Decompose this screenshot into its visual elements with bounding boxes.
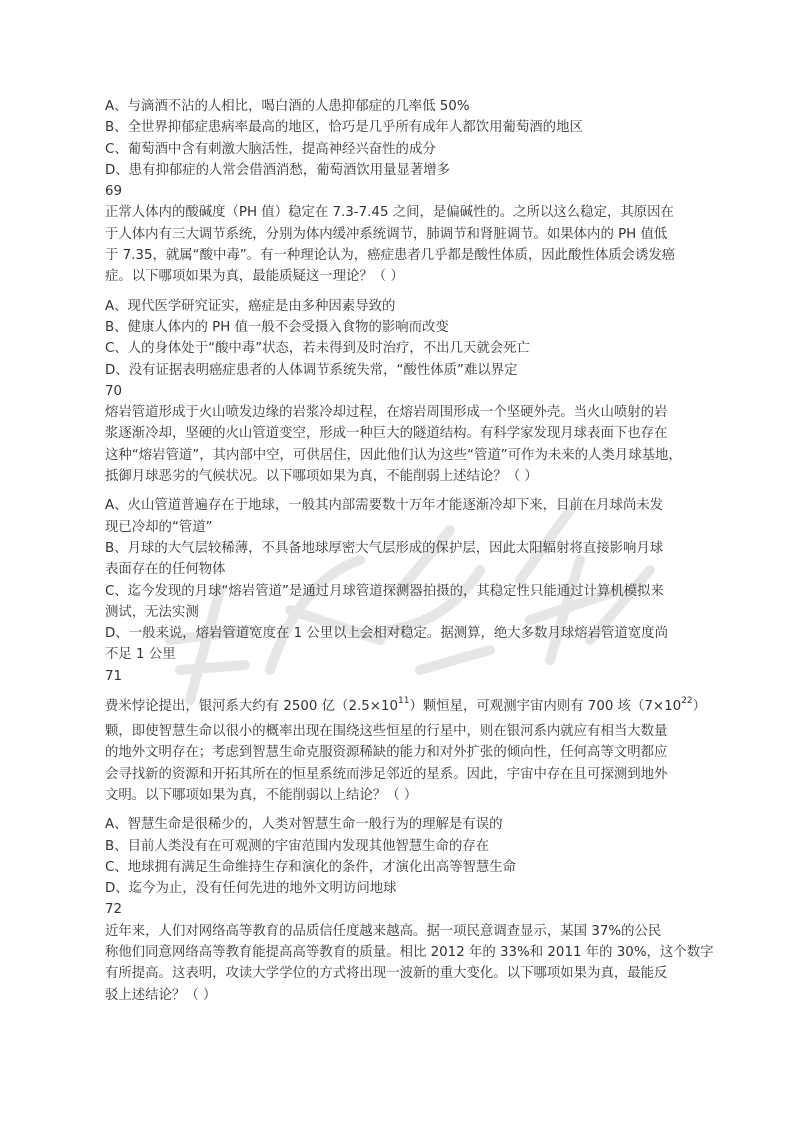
question-options: [105, 296, 695, 381]
exponent: 11: [398, 696, 410, 707]
exponent: 22: [681, 696, 693, 707]
stem-line: 的地外文明存在；考虑到智慧生命克服资源稀缺的能力和对外扩张的倾向性，任何高等文明都应: [105, 745, 668, 761]
question-71: [105, 666, 707, 900]
question-number: 70: [105, 383, 123, 399]
option-b: B、目前人类没有在可观测的宇宙范围内发现其他智慧生命的存在: [105, 838, 490, 854]
stem-line: 于人体内有三大调节系统，分别为体内缓冲系统调节，肺调节和肾脏调节。如果体内的 PH 值低: [105, 226, 668, 242]
question-70: [105, 381, 695, 666]
option-a: A、智慧生命是很稀少的，人类对智慧生命一般行为的理解是有误的: [105, 817, 503, 833]
option-c: C、地球拥有满足生命维持生存和演化的条件，才演化出高等智慧生命: [105, 859, 517, 875]
option-line: D、一般来说，熔岩管道宽度在 1 公里以上会相对稳定。据测算，绝大多数月球熔岩管道宽度尚: [105, 626, 668, 642]
question-72: [105, 899, 714, 1005]
stem-line: 文明。以下哪项如果为真，不能削弱以上结论？（ ）: [105, 787, 418, 803]
option-line: A、火山管道普遍存在于地球，一般其内部需要数十万年才能逐渐冷却下来，目前在月球尚未发: [105, 498, 664, 514]
option-d: D、没有证据表明癌症患者的人体调节系统失常，“酸性体质”难以界定: [105, 362, 518, 378]
option-c: C、葡萄酒中含有刺激大脑活性，提高神经兴奋性的成分: [105, 141, 436, 157]
question-stem: [105, 921, 714, 1006]
option-line: 表面存在的任何物体: [105, 562, 226, 578]
question-stem: [105, 402, 695, 487]
option-line: 不足 1 公里: [105, 647, 176, 663]
stem-line: 正常人体内的酸碱度（PH 值）稳定在 7.3-7.45 之间，是偏碱性的。之所以这么稳定，其原因在: [105, 205, 674, 221]
q68-options: [105, 96, 695, 181]
option-d: [105, 623, 695, 666]
stem-line: 浆逐渐冷却，坚硬的火山管道变空，形成一种巨大的隧道结构。有科学家发现月球表面下也存在: [105, 426, 668, 442]
option-a: [105, 495, 695, 538]
option-a: A、与滴酒不沾的人相比，喝白酒的人患抑郁症的几率低 50%: [105, 99, 470, 114]
stem-text: ）: [692, 699, 707, 715]
option-b: [105, 538, 695, 581]
stem-line: 近年来，人们对网络高等教育的品质信任度越来越高。据一项民意调查显示，某国 37%的公民: [105, 923, 662, 939]
question-stem: [105, 202, 695, 287]
option-line: 现已冷却的“管道”: [105, 519, 213, 535]
option-a: A、现代医学研究证实，癌症是由多种因素导致的: [105, 298, 396, 314]
stem-text: 费米悖论提出，银河系大约有 2500 亿（2.5×10: [105, 699, 399, 715]
stem-line: 熔岩管道形成于火山喷发边缘的岩浆冷却过程，在熔岩周围形成一个坚硬外壳。当火山喷射的岩: [105, 405, 668, 421]
question-number: 69: [105, 184, 123, 200]
option-c: C、人的身体处于“酸中毒”状态，若未得到及时治疗，不出几天就会死亡: [105, 341, 530, 357]
question-number: 72: [105, 902, 123, 918]
option-c: [105, 581, 695, 624]
option-line: C、迄今发现的月球“熔岩管道”是通过月球管道探测器拍摄的，其稳定性只能通过计算机模拟来: [105, 583, 664, 599]
stem-line: 症。以下哪项如果为真，最能质疑这一理论？（ ）: [105, 269, 404, 285]
option-d: D、迄今为止，没有任何先进的地外文明访问地球: [105, 881, 397, 897]
option-d: D、患有抑郁症的人常会借酒消愁，葡萄酒饮用量显著增多: [105, 162, 451, 178]
stem-line: [105, 693, 707, 721]
option-line: 测试，无法实测: [105, 604, 199, 620]
stem-line: 颗，即使智慧生命以很小的概率出现在围绕这些恒星的行星中，则在银河系内就应有相当大数量: [105, 724, 668, 740]
option-line: B、月球的大气层较稀薄，不具备地球厚密大气层形成的保护层，因此太阳辐射将直接影响月球: [105, 540, 664, 556]
document-page: [105, 96, 714, 1006]
stem-line: 这种“熔岩管道”，其内部中空，可供居住，因此他们认为这些“管道”可作为未来的人类月球基地，: [105, 447, 682, 463]
stem-line: 驳上述结论？（ ）: [105, 987, 217, 1003]
stem-line: 称他们同意网络高等教育能提高高等教育的质量。相比 2012 年的 33%和 2011 年的 30%，这个数字: [105, 944, 714, 960]
stem-line: 会寻找新的资源和开拓其所在的恒星系统而涉足邻近的星系。因此，宇宙中存在且可探测到地外: [105, 766, 668, 782]
question-number: 71: [105, 668, 123, 684]
stem-line: 抵御月球恶劣的气候状况。以下哪项如果为真，不能削弱上述结论？（ ）: [105, 469, 538, 485]
question-options: [105, 814, 695, 899]
option-b: B、全世界抑郁症患病率最高的地区，恰巧是几乎所有成年人都饮用葡萄酒的地区: [105, 120, 583, 136]
stem-text: ）颗恒星，可观测宇宙内则有 700 垓（7×10: [409, 699, 682, 715]
option-b: B、健康人体内的 PH 值一般不会受摄入食物的影响而改变: [105, 319, 449, 335]
stem-line: 于 7.35，就属“酸中毒”。有一种理论认为，癌症患者几乎都是酸性体质，因此酸性体质会诱发癌: [105, 248, 676, 264]
question-69: [105, 181, 695, 381]
question-options: [105, 495, 695, 665]
question-stem: [105, 693, 707, 806]
stem-line: 有所提高。这表明，攻读大学学位的方式将出现一波新的重大变化。以下哪项如果为真，最能反: [105, 966, 668, 982]
